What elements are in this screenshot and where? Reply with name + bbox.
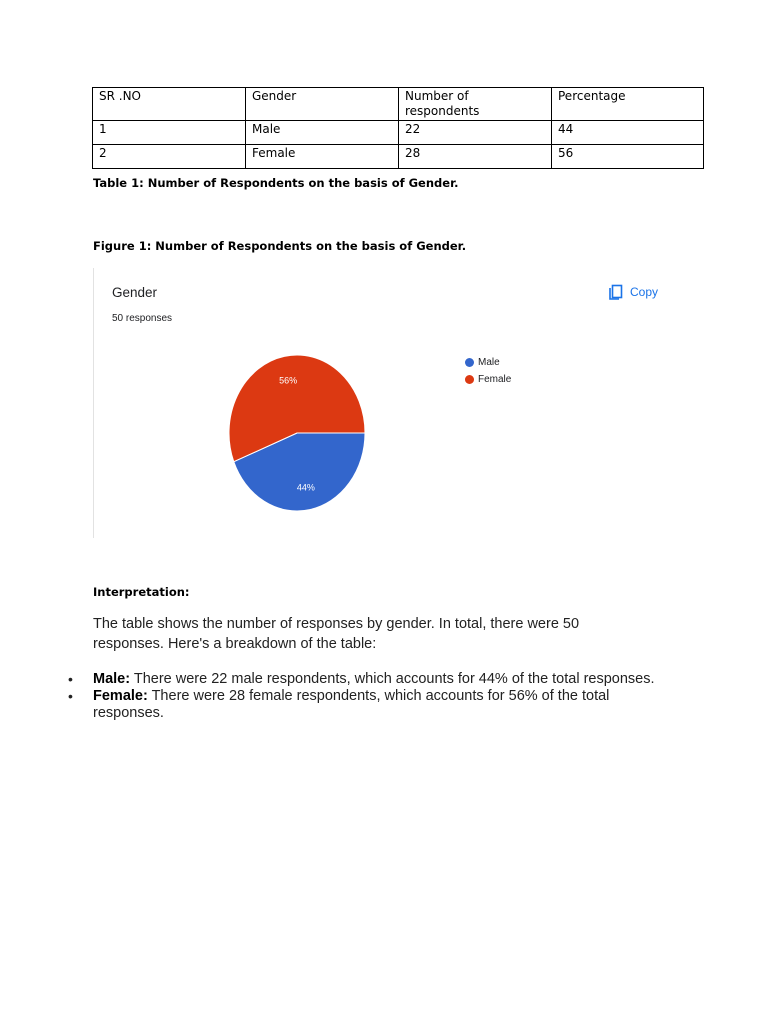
table-caption: Table 1: Number of Respondents on the basis of Gender.: [93, 176, 459, 190]
response-count: 50 responses: [112, 313, 173, 324]
table-header-row: [93, 88, 704, 121]
interpretation-paragraph: The table shows the number of responses by gender. In total, there were 50 responses. Here's a breakdown of the table:: [93, 616, 580, 652]
table-cell: Female: [246, 145, 399, 169]
legend-item-male: [465, 354, 511, 371]
legend-label: Female: [478, 374, 512, 385]
table-row: [93, 145, 704, 169]
legend-item-female: [465, 371, 511, 388]
copy-label: Copy: [630, 285, 659, 299]
list-item: [68, 688, 668, 722]
bullet-label: Male:: [93, 671, 131, 687]
pie-chart: [94, 268, 694, 538]
legend-swatch-female: [465, 375, 474, 384]
bullet-text: There were 22 male respondents, which accounts for 44% of the total responses.: [130, 671, 655, 687]
bullet-icon: •: [68, 688, 73, 704]
chart-card: [93, 268, 694, 538]
list-item: [68, 671, 668, 688]
table-cell: 56: [552, 145, 704, 169]
table-header-cell: SR .NO: [93, 88, 246, 121]
pie-slice-label: 56%: [279, 375, 298, 386]
table-header-cell: Gender: [246, 88, 399, 121]
table-cell: 22: [399, 121, 552, 145]
legend-label: Male: [478, 357, 500, 368]
table-header-cell: Number of respondents: [399, 88, 552, 121]
chart-legend: [465, 354, 511, 388]
figure-caption: Figure 1: Number of Respondents on the basis of Gender.: [93, 239, 467, 253]
table-cell: Male: [246, 121, 399, 145]
bullet-label: Female:: [93, 688, 148, 704]
gender-table: [92, 87, 704, 169]
table-row: [93, 121, 704, 145]
pie-slice-label: 44%: [296, 482, 315, 493]
interpretation-heading: Interpretation:: [93, 585, 190, 599]
interpretation-list: [68, 671, 668, 722]
table-header-cell: Percentage: [552, 88, 704, 121]
bullet-icon: •: [68, 671, 73, 687]
table-cell: 44: [552, 121, 704, 145]
chart-title: Gender: [112, 285, 158, 300]
legend-swatch-male: [465, 358, 474, 367]
table-cell: 28: [399, 145, 552, 169]
table-cell: 2: [93, 145, 246, 169]
table-cell: 1: [93, 121, 246, 145]
bullet-text: There were 28 female respondents, which accounts for 56% of the total responses.: [93, 688, 610, 721]
